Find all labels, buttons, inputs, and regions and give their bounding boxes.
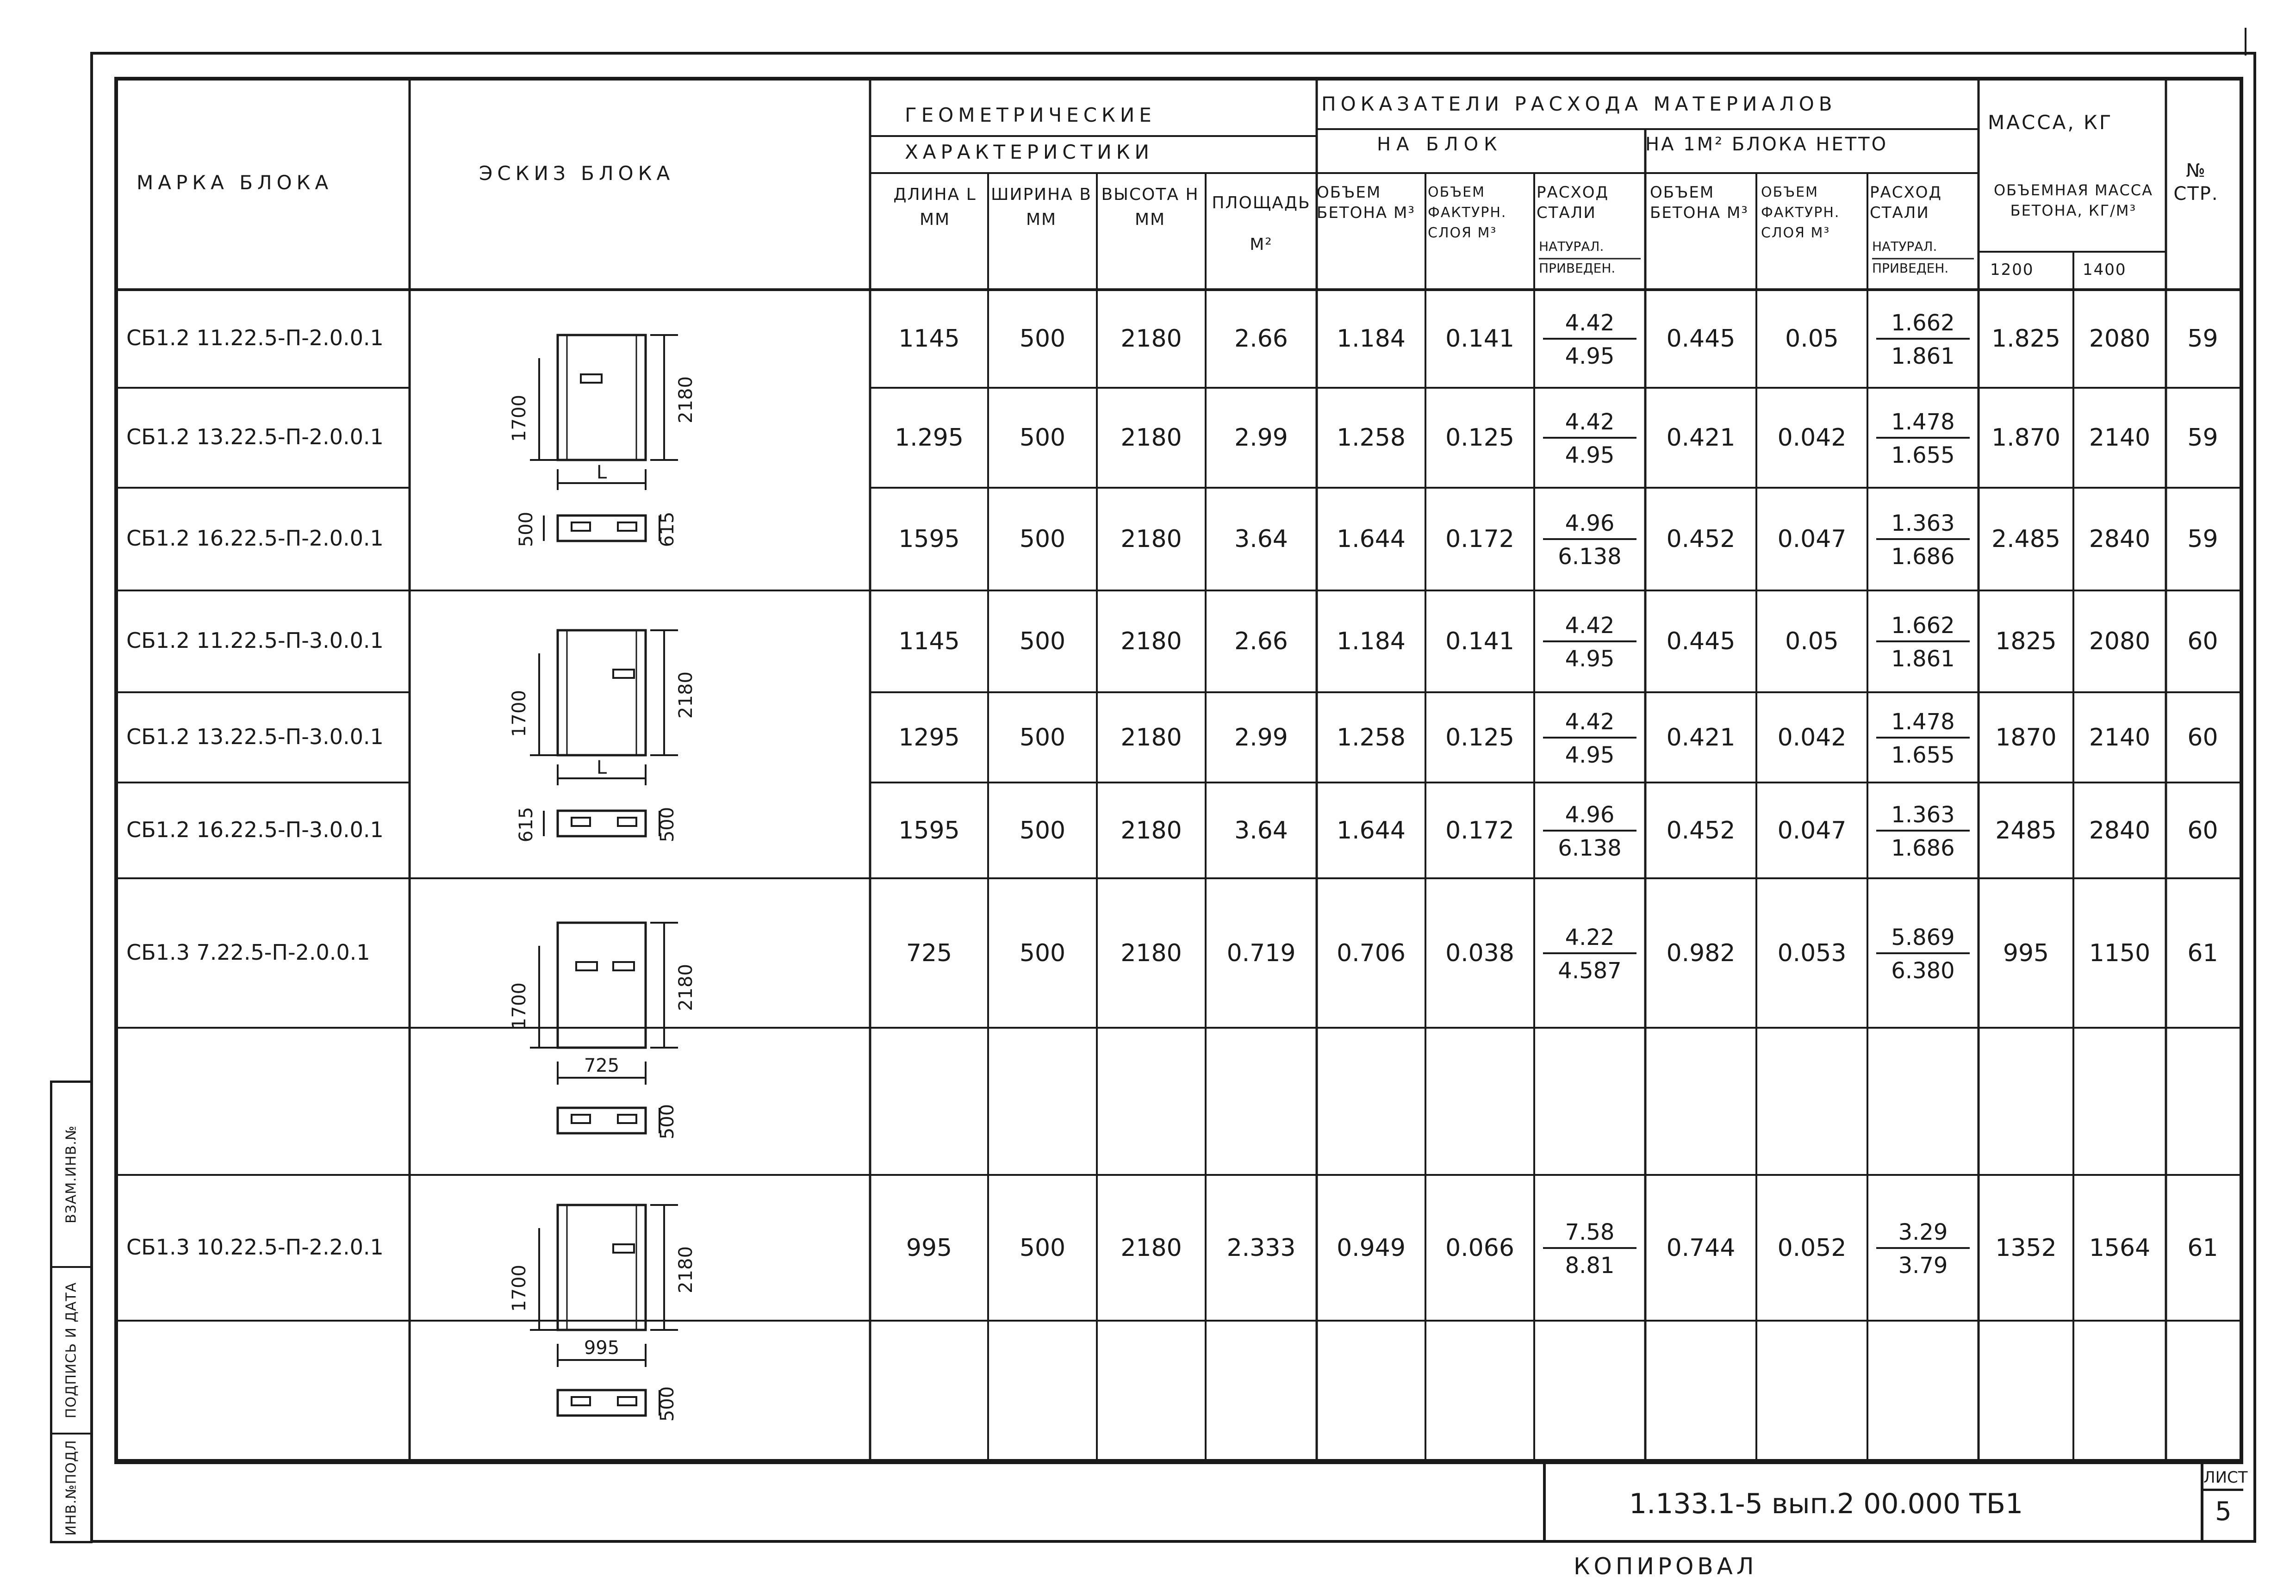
cell-vf: 0.141 <box>1445 627 1514 655</box>
dim-height-inner: 1700 <box>509 982 530 1030</box>
header-vol-concrete-m2: ОБЪЕМ БЕТОНА М³ <box>1650 183 1748 222</box>
cell-vc: 1.258 <box>1337 723 1406 751</box>
steel-natural: 4.96 <box>1565 510 1615 536</box>
cell-vf: 0.038 <box>1445 939 1514 967</box>
steel-natural: 3.29 <box>1898 1219 1948 1245</box>
cell-L: 995 <box>906 1234 952 1262</box>
steel-fraction <box>1534 925 1645 982</box>
cell-page: 59 <box>2187 325 2218 353</box>
block-mark: СБ1.2 13.22.5-П-3.0.0.1 <box>126 724 384 749</box>
header-vol-facing: ОБЪЕМ ФАКТУРН. СЛОЯ М³ <box>1428 184 1507 241</box>
steel-fraction <box>1867 409 1979 466</box>
fraction-line <box>1876 640 1970 642</box>
steel-reduced: 6.138 <box>1558 544 1622 570</box>
stamp-inv-repl-label: ВЗАМ.ИНВ.№ <box>63 1125 80 1224</box>
cell-vf2: 0.047 <box>1777 525 1847 553</box>
header-mass: МАССА, КГ <box>1988 111 2113 134</box>
dim-length: L <box>596 757 607 778</box>
cell-m1: 1.870 <box>1991 424 2060 452</box>
steel-reduced: 8.81 <box>1565 1252 1615 1279</box>
steel-fraction <box>1867 925 1979 982</box>
cell-m1: 1870 <box>1995 723 2057 751</box>
fraction-line <box>1543 737 1636 739</box>
block-mark: СБ1.2 13.22.5-П-2.0.0.1 <box>126 424 384 449</box>
steel-reduced: 4.95 <box>1565 646 1615 672</box>
dim-width-500: 500 <box>516 511 537 547</box>
dim-height-inner: 1700 <box>509 1265 530 1312</box>
cell-area: 2.333 <box>1226 1234 1296 1262</box>
sketch-drawing <box>511 918 771 1205</box>
cell-B: 500 <box>1019 723 1066 751</box>
header-length: ДЛИНА L ММ <box>893 185 977 229</box>
cell-page: 60 <box>2187 723 2218 751</box>
cell-vf2: 0.042 <box>1777 424 1847 452</box>
steel-natural: 1.363 <box>1891 510 1955 536</box>
cell-H: 2180 <box>1120 424 1182 452</box>
cell-m2: 2140 <box>2089 723 2151 751</box>
cell-H: 2180 <box>1120 525 1182 553</box>
cell-L: 725 <box>906 939 952 967</box>
cell-L: 1145 <box>898 325 960 353</box>
cell-H: 2180 <box>1120 325 1182 353</box>
cell-m2: 2080 <box>2089 627 2151 655</box>
cell-vc2: 0.744 <box>1666 1234 1736 1262</box>
fraction-line <box>1543 1247 1636 1249</box>
sketch-drawing <box>511 1200 771 1487</box>
cell-vc2: 0.452 <box>1666 816 1736 845</box>
fraction-line <box>1876 830 1970 832</box>
cell-m2: 1150 <box>2089 939 2151 967</box>
steel-natural: 4.42 <box>1565 409 1615 435</box>
dim-length: L <box>596 462 607 483</box>
cell-m2: 2140 <box>2089 424 2151 452</box>
cell-vf: 0.172 <box>1445 525 1514 553</box>
steel-reduced: 4.95 <box>1565 343 1615 369</box>
dim-height-total: 2180 <box>675 1246 697 1293</box>
header-area: ПЛОЩАДЬ М² <box>1212 193 1311 254</box>
cell-vc: 0.949 <box>1337 1234 1406 1262</box>
drawing-code: 1.133.1-5 вып.2 00.000 ТБ1 <box>1629 1488 2023 1520</box>
steel-reduced: 1.686 <box>1891 544 1955 570</box>
header-per-block: НА БЛОК <box>1377 134 1503 155</box>
cell-vc2: 0.445 <box>1666 325 1736 353</box>
cell-m1: 2.485 <box>1991 525 2060 553</box>
fraction-line <box>1543 538 1636 540</box>
steel-fraction <box>1534 510 1645 568</box>
header-height: ВЫСОТА Н ММ <box>1101 185 1199 229</box>
cell-L: 1.295 <box>895 424 964 452</box>
header-steel-red-m2: ПРИВЕДЕН. <box>1872 261 1949 276</box>
cell-area: 2.99 <box>1234 424 1288 452</box>
cell-L: 1595 <box>898 816 960 845</box>
steel-natural: 4.42 <box>1565 310 1615 336</box>
header-steel-red: ПРИВЕДЕН. <box>1539 261 1616 276</box>
header-sketch: ЭСКИЗ БЛОКА <box>479 162 675 185</box>
header-mark: МАРКА БЛОКА <box>137 171 333 194</box>
cell-H: 2180 <box>1120 723 1182 751</box>
fraction-line <box>1543 640 1636 642</box>
fraction-line <box>1543 952 1636 954</box>
fraction-line <box>1543 338 1636 340</box>
cell-B: 500 <box>1019 939 1066 967</box>
stamp-cell-sign-date <box>52 1268 90 1435</box>
header-materials: ПОКАЗАТЕЛИ РАСХОДА МАТЕРИАЛОВ <box>1321 93 1837 115</box>
cell-vf2: 0.042 <box>1777 723 1847 751</box>
sketch-drawing <box>511 626 771 908</box>
header-per-m2: НА 1М² БЛОКА НЕТТО <box>1645 134 1888 155</box>
header-width: ШИРИНА В ММ <box>991 185 1092 229</box>
header-vol-mass: ОБЪЕМНАЯ МАССА БЕТОНА, КГ/М³ <box>1993 181 2153 219</box>
steel-fraction <box>1867 613 1979 670</box>
cell-vc2: 0.452 <box>1666 525 1736 553</box>
steel-natural: 1.662 <box>1891 310 1955 336</box>
dim-width-615: 615 <box>657 511 678 547</box>
steel-natural: 1.478 <box>1891 708 1955 735</box>
cell-vf2: 0.05 <box>1785 325 1839 353</box>
steel-reduced: 3.79 <box>1898 1252 1948 1279</box>
cell-H: 2180 <box>1120 627 1182 655</box>
cell-m1: 1825 <box>1995 627 2057 655</box>
cell-vc: 0.706 <box>1337 939 1406 967</box>
header-steel-nat-m2: НАТУРАЛ. <box>1872 239 1937 254</box>
cell-vc: 1.644 <box>1337 525 1406 553</box>
fraction-line <box>1876 538 1970 540</box>
stamp-inv-orig-label: ИНВ.№ПОДЛ <box>63 1440 80 1536</box>
dim-length-725: 725 <box>584 1055 620 1076</box>
block-mark: СБ1.3 10.22.5-П-2.2.0.1 <box>126 1234 384 1260</box>
dim-height-inner: 1700 <box>509 690 530 737</box>
fraction-line <box>1876 737 1970 739</box>
cell-B: 500 <box>1019 424 1066 452</box>
cell-area: 2.99 <box>1234 723 1288 751</box>
dim-height-total: 2180 <box>675 671 697 719</box>
fraction-line <box>1543 437 1636 439</box>
dim-height-total: 2180 <box>675 376 697 423</box>
cell-page: 59 <box>2187 525 2218 553</box>
steel-reduced: 1.686 <box>1891 835 1955 861</box>
side-stamp <box>50 1081 93 1543</box>
block-mark: СБ1.2 11.22.5-П-2.0.0.1 <box>126 325 384 350</box>
cell-L: 1295 <box>898 723 960 751</box>
cell-B: 500 <box>1019 1234 1066 1262</box>
fraction-line <box>1876 437 1970 439</box>
steel-natural: 5.869 <box>1891 924 1955 950</box>
cell-m2: 2840 <box>2089 816 2151 845</box>
cell-vf: 0.172 <box>1445 816 1514 845</box>
footer-copied-by: КОПИРОВАЛ <box>1574 1553 1758 1580</box>
cell-vc: 1.258 <box>1337 424 1406 452</box>
steel-fraction <box>1534 1219 1645 1277</box>
block-mark: СБ1.3 7.22.5-П-2.0.0.1 <box>126 939 370 965</box>
steel-fraction <box>1534 613 1645 670</box>
sheet-number: 5 <box>2215 1497 2232 1527</box>
block-mark: СБ1.2 11.22.5-П-3.0.0.1 <box>126 628 384 653</box>
cell-m1: 995 <box>2003 939 2049 967</box>
cell-H: 2180 <box>1120 939 1182 967</box>
cell-vf: 0.141 <box>1445 325 1514 353</box>
steel-fraction <box>1867 1219 1979 1277</box>
cell-vf2: 0.05 <box>1785 627 1839 655</box>
header-vol-concrete: ОБЪЕМ БЕТОНА М³ <box>1317 183 1415 222</box>
cell-area: 2.66 <box>1234 325 1288 353</box>
stamp-cell-inv-repl <box>52 1083 90 1268</box>
steel-reduced: 1.655 <box>1891 442 1955 468</box>
steel-reduced: 1.861 <box>1891 646 1955 672</box>
cell-page: 60 <box>2187 627 2218 655</box>
sketch-drawing <box>511 330 771 613</box>
steel-fraction <box>1867 802 1979 859</box>
cell-area: 3.64 <box>1234 816 1288 845</box>
dim-width-500: 500 <box>657 1386 678 1422</box>
cell-B: 500 <box>1019 816 1066 845</box>
cell-vf: 0.125 <box>1445 723 1514 751</box>
fraction-line <box>1876 1247 1970 1249</box>
sheet-label: ЛИСТ <box>2203 1464 2243 1491</box>
header-steel-m2: РАСХОД СТАЛИ <box>1870 183 1942 222</box>
cell-area: 2.66 <box>1234 627 1288 655</box>
steel-natural: 4.22 <box>1565 924 1615 950</box>
cell-m2: 1564 <box>2089 1234 2151 1262</box>
cell-vc2: 0.445 <box>1666 627 1736 655</box>
dim-height-inner: 1700 <box>509 395 530 442</box>
cell-area: 3.64 <box>1234 525 1288 553</box>
cell-L: 1145 <box>898 627 960 655</box>
cell-m2: 2080 <box>2089 325 2151 353</box>
cell-vc: 1.184 <box>1337 325 1406 353</box>
cell-vf2: 0.047 <box>1777 816 1847 845</box>
steel-natural: 4.42 <box>1565 613 1615 639</box>
steel-reduced: 4.587 <box>1558 957 1622 984</box>
cell-area: 0.719 <box>1226 939 1296 967</box>
header-density-1200: 1200 <box>1990 261 2034 279</box>
materials-table <box>118 81 2240 1460</box>
fraction-line <box>1543 830 1636 832</box>
steel-reduced: 1.655 <box>1891 742 1955 768</box>
steel-natural: 4.42 <box>1565 708 1615 735</box>
cell-m1: 1.825 <box>1991 325 2060 353</box>
dim-width-615: 615 <box>516 807 537 843</box>
dim-length-995: 995 <box>584 1337 620 1359</box>
cell-page: 61 <box>2187 1234 2218 1262</box>
steel-natural: 7.58 <box>1565 1219 1615 1245</box>
cell-H: 2180 <box>1120 816 1182 845</box>
cell-B: 500 <box>1019 627 1066 655</box>
steel-fraction <box>1867 709 1979 766</box>
cell-vc2: 0.421 <box>1666 723 1736 751</box>
steel-fraction <box>1534 409 1645 466</box>
steel-reduced: 4.95 <box>1565 442 1615 468</box>
header-steel: РАСХОД СТАЛИ <box>1537 183 1609 222</box>
header-steel-nat: НАТУРАЛ. <box>1539 239 1604 254</box>
cell-vc2: 0.982 <box>1666 939 1736 967</box>
frame-tick <box>2245 28 2246 56</box>
steel-natural: 4.96 <box>1565 801 1615 828</box>
fraction-line <box>1876 952 1970 954</box>
cell-H: 2180 <box>1120 1234 1182 1262</box>
steel-fraction <box>1534 310 1645 367</box>
fraction-line <box>1876 338 1970 340</box>
steel-natural: 1.478 <box>1891 409 1955 435</box>
cell-vc: 1.184 <box>1337 627 1406 655</box>
block-mark: СБ1.2 16.22.5-П-2.0.0.1 <box>126 526 384 551</box>
cell-vc2: 0.421 <box>1666 424 1736 452</box>
cell-B: 500 <box>1019 325 1066 353</box>
sheet-box <box>2201 1464 2248 1543</box>
stamp-sign-date-label: ПОДПИСЬ И ДАТА <box>63 1282 80 1419</box>
steel-fraction <box>1534 709 1645 766</box>
steel-fraction <box>1867 310 1979 367</box>
block-mark: СБ1.2 16.22.5-П-3.0.0.1 <box>126 817 384 842</box>
steel-reduced: 4.95 <box>1565 742 1615 768</box>
steel-fraction <box>1534 802 1645 859</box>
cell-page: 59 <box>2187 424 2218 452</box>
dim-width-500: 500 <box>657 1104 678 1140</box>
steel-fraction <box>1867 510 1979 568</box>
cell-vf: 0.125 <box>1445 424 1514 452</box>
cell-vf: 0.066 <box>1445 1234 1514 1262</box>
cell-m2: 2840 <box>2089 525 2151 553</box>
steel-reduced: 6.380 <box>1891 957 1955 984</box>
cell-vc: 1.644 <box>1337 816 1406 845</box>
steel-reduced: 1.861 <box>1891 343 1955 369</box>
cell-vf2: 0.053 <box>1777 939 1847 967</box>
header-geom: ГЕОМЕТРИЧЕСКИЕ ХАРАКТЕРИСТИКИ <box>905 104 1156 163</box>
steel-reduced: 6.138 <box>1558 835 1622 861</box>
stamp-cell-inv-orig <box>52 1435 90 1541</box>
steel-natural: 1.662 <box>1891 613 1955 639</box>
header-page: № СТР. <box>2173 160 2219 205</box>
cell-m1: 2485 <box>1995 816 2057 845</box>
header-density-1400: 1400 <box>2083 261 2127 279</box>
cell-m1: 1352 <box>1995 1234 2057 1262</box>
cell-page: 60 <box>2187 816 2218 845</box>
cell-B: 500 <box>1019 525 1066 553</box>
steel-natural: 1.363 <box>1891 801 1955 828</box>
cell-L: 1595 <box>898 525 960 553</box>
cell-vf2: 0.052 <box>1777 1234 1847 1262</box>
dim-width-500: 500 <box>657 807 678 843</box>
header-vol-facing-m2: ОБЪЕМ ФАКТУРН. СЛОЯ М³ <box>1761 184 1840 241</box>
dim-height-total: 2180 <box>675 964 697 1011</box>
cell-page: 61 <box>2187 939 2218 967</box>
